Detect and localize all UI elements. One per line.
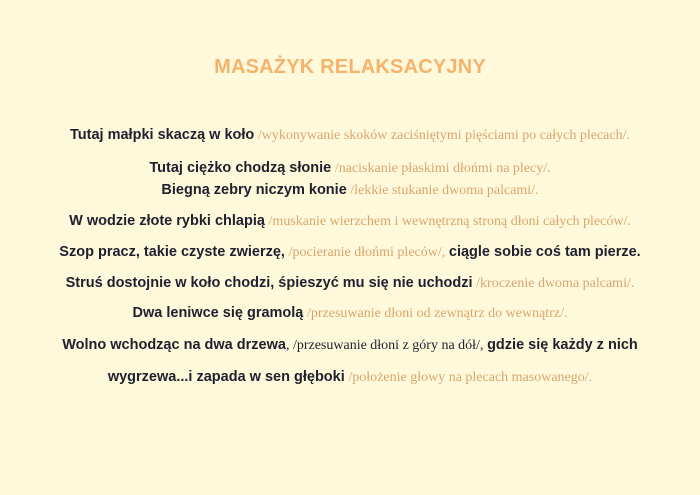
verse-text: Tutaj małpki skaczą w koło bbox=[70, 127, 255, 143]
action-instruction: /pocieranie dłońmi pleców/, bbox=[288, 245, 446, 260]
massage-line-3 bbox=[0, 182, 700, 199]
action-instruction: /położenie głowy na plecach masowanego/. bbox=[348, 370, 593, 385]
massage-line-8 bbox=[0, 337, 700, 354]
massage-line-7 bbox=[0, 305, 700, 322]
verse-text-continued: ciągle sobie coś tam pierze. bbox=[448, 244, 641, 260]
action-instruction: , /przesuwanie dłoni z góry na dół/, bbox=[285, 338, 484, 353]
action-instruction: /muskanie wierzchem i wewnętrzną stroną dłoni całych pleców/. bbox=[268, 214, 631, 229]
verse-text: Struś dostojnie w koło chodzi, śpieszyć mu się nie uchodzi bbox=[65, 275, 473, 291]
action-instruction: /wykonywanie skoków zaciśniętymi pięściami po całych plecach/. bbox=[257, 128, 630, 143]
action-instruction: /przesuwanie dłoni od zewnątrz do wewnątrz/. bbox=[307, 306, 568, 321]
verse-text: Biegną zebry niczym konie bbox=[161, 182, 347, 198]
action-instruction: /naciskanie płaskimi dłońmi na plecy/. bbox=[334, 161, 551, 176]
massage-line-6 bbox=[0, 275, 700, 292]
verse-text-continued: gdzie się każdy z nich bbox=[487, 337, 638, 353]
verse-text: W wodzie złote rybki chlapią bbox=[69, 213, 265, 229]
verse-text: Tutaj ciężko chodzą słonie bbox=[149, 160, 332, 176]
massage-line-5 bbox=[0, 244, 700, 261]
action-instruction: /kroczenie dwoma palcami/. bbox=[476, 276, 635, 291]
action-instruction: /lekkie stukanie dwoma palcami/. bbox=[350, 183, 539, 198]
verse-text: Szop pracz, takie czyste zwierzę, bbox=[59, 244, 285, 260]
verse-text: wygrzewa...i zapada w sen głęboki bbox=[107, 369, 345, 385]
massage-line-9 bbox=[0, 369, 700, 386]
massage-line-4 bbox=[0, 213, 700, 230]
verse-text: Dwa leniwce się gramolą bbox=[132, 305, 304, 321]
massage-line-2 bbox=[0, 160, 700, 177]
massage-line-1 bbox=[0, 127, 700, 144]
page-title: MASAŻYK RELAKSACYJNY bbox=[214, 56, 486, 78]
verse-text: Wolno wchodząc na dwa drzewa bbox=[62, 337, 286, 353]
